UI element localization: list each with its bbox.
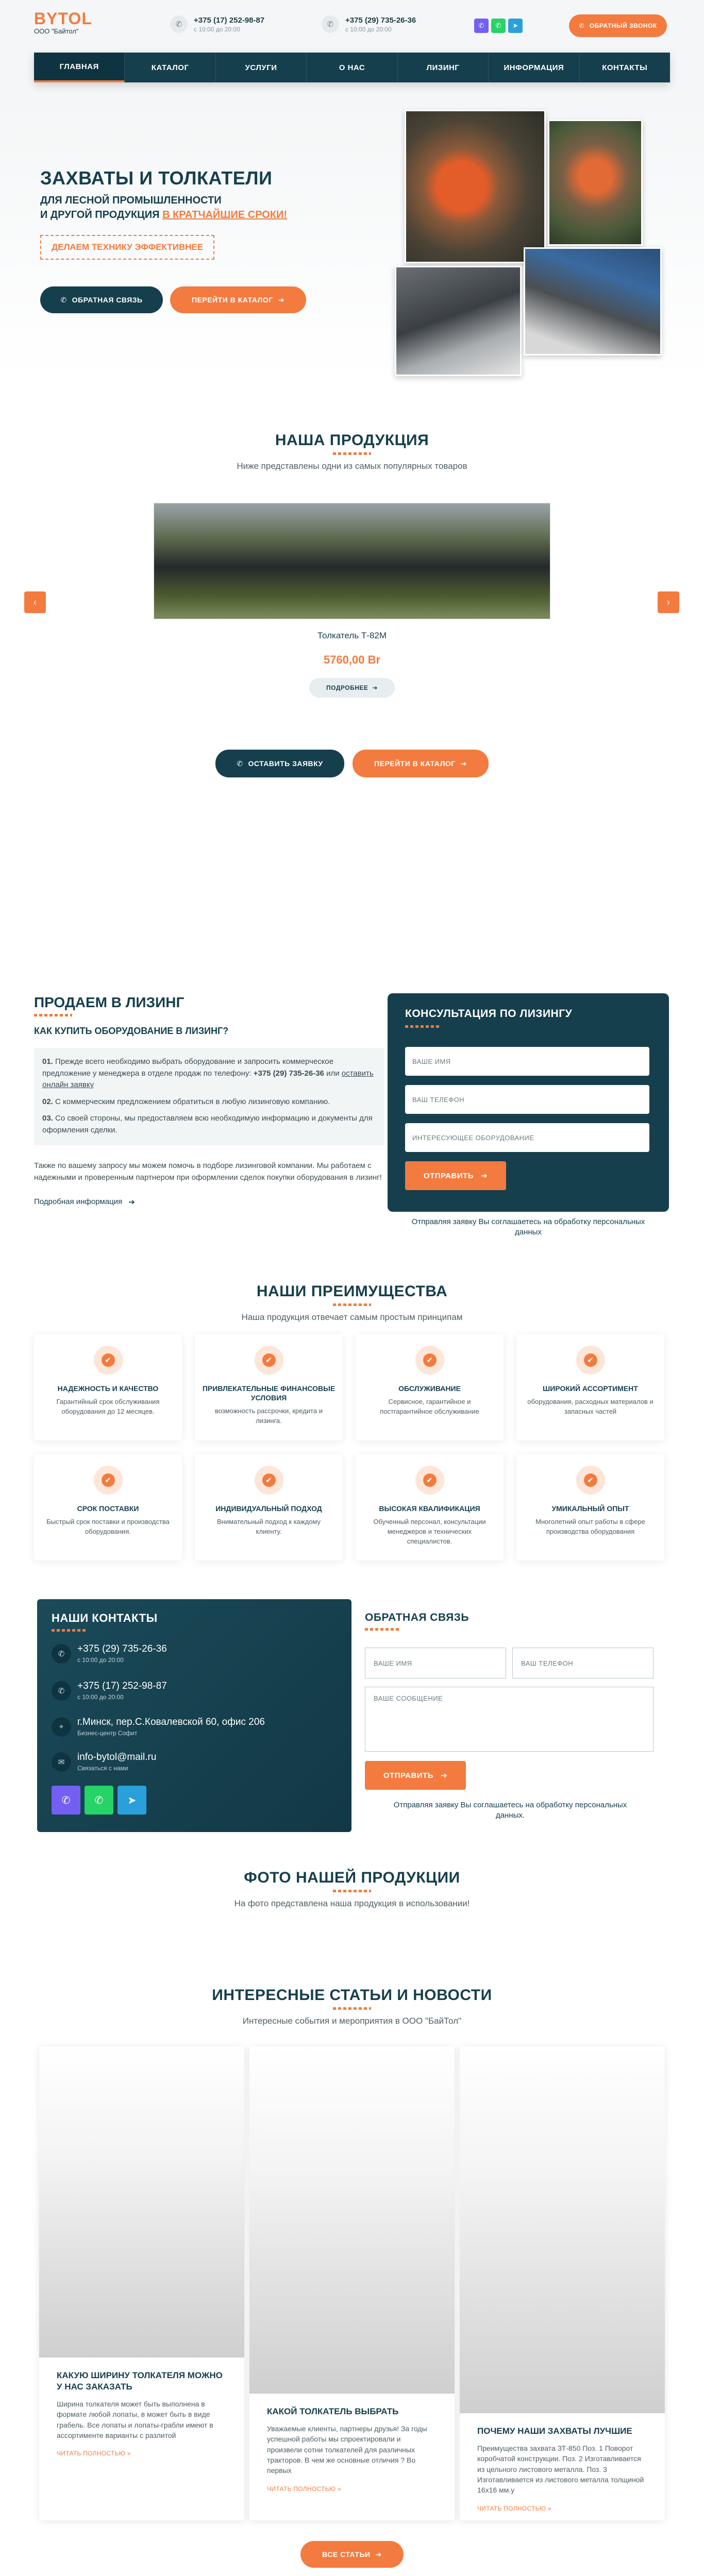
contact-email[interactable]: ✉ info-bytol@mail.ru Связаться с нами [52,1752,156,1772]
hero-photo-attachment [548,120,643,246]
news-read-more[interactable]: ЧИТАТЬ ПОЛНОСТЬЮ » [57,2450,131,2458]
news-heading [0,1987,704,2026]
products-title: НАША ПРОДУКЦИЯ [275,432,429,449]
nav-info[interactable]: ИНФОРМАЦИЯ [489,53,579,82]
news-title: ПОЧЕМУ НАШИ ЗАХВАТЫ ЛУЧШИЕ [477,2426,632,2436]
leasing-equipment-field[interactable]: ИНТЕРЕСУЮЩЕЕ ОБОРУДОВАНИЕ [405,1123,649,1152]
title-dots [34,1014,72,1016]
news-title: КАКУЮ ШИРИНУ ТОЛКАТЕЛЯ МОЖНО У НАС ЗАКАЗАТЬ [57,2370,223,2392]
hero-sub-line2: И ДРУГОЙ ПРОДУКЦИЯ [40,209,160,221]
callback-button[interactable] [569,14,667,37]
slider-prev-button[interactable]: ‹ [24,591,46,613]
nav-contacts[interactable]: КОНТАКТЫ [602,63,648,72]
arrow-right-icon: ➔ [128,1197,135,1207]
leasing-form [388,993,669,1212]
phone-icon: ✆ [322,15,339,33]
news-card[interactable] [39,2046,244,2520]
hero-contact-button[interactable] [40,286,163,313]
logo-text: BYTOL [34,9,92,28]
leasing-submit-button[interactable] [405,1161,506,1190]
messenger-links [474,19,523,33]
nav-home[interactable]: ГЛАВНАЯ [34,53,125,82]
check-icon: ✔ [584,1473,597,1487]
photos-subtitle: На фото представлена наша продукция в использовании! [234,1899,470,1908]
logo[interactable] [34,9,92,35]
title-dots [365,1628,401,1631]
product-price: 5760,00 Br [323,653,381,666]
arrow-right-icon: ➔ [481,1172,488,1180]
check-icon: ✔ [584,1353,597,1367]
title-dots [52,1629,88,1632]
title-dots [333,1303,371,1306]
main-nav [34,53,670,82]
contacts-title: НАШИ КОНТАКТЫ [52,1612,158,1624]
request-button[interactable] [215,750,344,777]
product-more-button[interactable] [309,678,395,698]
nav-services[interactable]: УСЛУГИ [216,53,307,82]
callback-label: ОБРАТНЫЙ ЗВОНОК [589,22,657,29]
all-articles-label: ВСЕ СТАТЬИ [322,2550,371,2558]
leasing-consent: Отправляя заявку Вы соглашаетесь на обработку персональных данных [411,1217,645,1236]
viber-icon[interactable]: ✆ [52,1786,80,1815]
advantage-card: ✔ СРОК ПОСТАВКИ Быстрый срок поставки и производства оборудования. [34,1454,182,1561]
news-subtitle: Интересные события и мероприятия в ООО "БайТол" [242,2016,462,2026]
arrow-right-icon: ➔ [372,684,378,691]
leasing-title: ПРОДАЕМ В ЛИЗИНГ [34,994,185,1010]
location-icon: ⌖ [52,1717,71,1737]
step-3: 03. Со своей стороны, мы предоставляем всю необходимую информацию и документы для оформления сделки. [42,1114,373,1134]
viber-icon[interactable]: ✆ [474,19,489,33]
nav-about[interactable]: О НАС [307,53,397,82]
news-excerpt: Уважаемые клиенты, партнеры друзья! За годы успешной работы мы спроектировали и произвели сотни толкателей для различных тракторов. В чем же основные отличия ? Во первых [267,2425,427,2475]
phone-icon: ✆ [237,759,243,768]
step-1: 01. Прежде всего необходимо выбрать оборудование и запросить коммерческое предложение у менеджера в отделе продаж по телефону: +375 (29) 735-26-36 или оставить онлайн заявку [42,1057,374,1089]
advantage-card: ✔ ШИРОКИЙ АССОРТИМЕНТ оборудования, расходных материалов и запасных частей [516,1334,664,1440]
phone-icon: ✆ [170,15,188,33]
header-phone-1[interactable] [170,15,264,33]
arrow-right-icon: ➔ [441,1771,448,1780]
news-excerpt: Ширина толкателя может быть выполнена в формате любой лопаты, в может быть в виде грабель. Все лопаты и лопаты-грабли имеют в ассортименте варианты с разлитой [57,2400,213,2440]
hero-contact-label: ОБРАТНАЯ СВЯЗЬ [72,296,143,304]
hero-sub-accent: В КРАТЧАЙШИЕ СРОКИ! [162,209,288,221]
title-dots [333,452,371,455]
news-image [39,2046,244,2358]
hero-slogan: ДЕЛАЕМ ТЕХНИКУ ЭФФЕКТИВНЕЕ [40,235,214,260]
header-phone-2[interactable] [322,15,416,33]
phone-icon: ✆ [52,1681,71,1701]
leasing-more-link[interactable] [34,1197,384,1207]
leasing-phone-field[interactable]: ВАШ ТЕЛЕФОН [405,1085,649,1114]
photos-title: ФОТО НАШЕЙ ПРОДУКЦИИ [244,1869,460,1886]
leasing-steps [34,1048,384,1145]
title-dots [333,2007,371,2010]
advantage-card: ✔ ВЫСОКАЯ КВАЛИФИКАЦИЯ Обученный персонал, консультации менеджеров и технических специалистов. [356,1454,504,1561]
products-section [0,432,704,471]
all-articles-button[interactable] [300,2541,404,2568]
advantages-subtitle: Наша продукция отвечает самым простым принципам [241,1312,463,1322]
news-title: ИНТЕРЕСНЫЕ СТАТЬИ И НОВОСТИ [212,1987,492,2004]
work-hours: с 10:00 до 20:00 [194,25,240,33]
site-header [0,0,704,93]
news-card[interactable] [249,2046,455,2520]
news-excerpt: Преимущества захвата ЗТ-850 Поз. 1 Поворот коробчатой конструкции. Поз. 2 Изготавливается из цельного листового металла. Поз. 3 Изготавливается из листового металла толщиной 16x16 мм.у [477,2444,644,2495]
check-icon: ✔ [423,1473,437,1487]
hero-photo-tractor [524,247,662,355]
news-read-more[interactable]: ЧИТАТЬ ПОЛНОСТЬЮ » [267,2485,341,2493]
work-hours: с 10:00 до 20:00 [345,25,392,33]
contact-phone-1[interactable]: ✆ +375 (29) 735-26-36 с 10:00 до 20:00 [52,1643,167,1664]
title-dots [405,1025,441,1028]
mail-icon: ✉ [52,1752,71,1772]
feedback-name-field[interactable]: ВАШЕ ИМЯ [365,1648,506,1679]
request-label: ОСТАВИТЬ ЗАЯВКУ [248,759,323,768]
phone-number: +375 (17) 252-98-87 [194,15,265,25]
news-read-more[interactable]: ЧИТАТЬ ПОЛНОСТЬЮ » [477,2504,551,2512]
hero-sub-line1: ДЛЯ ЛЕСНОЙ ПРОМЫШЛЕННОСТИ [40,195,222,206]
feedback-consent: Отправляя заявку Вы соглашаетесь на обработку персональных данных. [393,1801,627,1820]
step-2: 02. С коммерческим предложением обратиться в любую лизинговую компанию. [42,1097,330,1106]
company-name: ООО "Байтол" [34,27,79,35]
leasing-name-field[interactable]: ВАШЕ ИМЯ [405,1047,649,1076]
products-subtitle: Ниже представлены одни из самых популярных товаров [237,461,467,471]
submit-label: ОТПРАВИТЬ [423,1171,474,1180]
submit-label: ОТПРАВИТЬ [383,1771,434,1780]
advantages-title: НАШИ ПРЕИМУЩЕСТВА [256,1283,448,1300]
leasing-note: Также по вашему запросу мы можем помочь в подборе лизинговой компании. Мы работаем с надежными и проверенным партнером при оформлении сделок покупки оборудования в лизинг! [34,1161,382,1182]
feedback-phone-field[interactable]: ВАШ ТЕЛЕФОН [512,1648,653,1679]
news-card[interactable] [460,2046,665,2520]
arrow-right-icon: ➔ [375,2550,382,2558]
nav-catalog[interactable]: КАТАЛОГ [125,53,215,82]
check-icon: ✔ [102,1473,115,1487]
hero-catalog-label: ПЕРЕЙТИ В КАТАЛОГ [192,296,273,304]
news-image [249,2046,455,2394]
phone-icon: ✆ [52,1644,71,1664]
advantage-card: ✔ ОБСЛУЖИВАНИЕ Сервисное, гарантийное и постгарантийное обслуживание [356,1334,504,1440]
check-icon: ✔ [102,1353,115,1367]
phone-icon: ✆ [60,295,67,304]
photos-heading [0,1869,704,1909]
arrow-right-icon: ➔ [278,295,284,304]
feedback-title: ОБРАТНАЯ СВЯЗЬ [365,1612,469,1623]
catalog-button[interactable] [353,750,489,777]
feedback-message-field[interactable]: ВАШЕ СООБЩЕНИЕ [365,1687,653,1752]
phone-number: +375 (29) 735-26-36 [345,15,416,25]
telegram-icon[interactable]: ➤ [118,1786,146,1815]
news-image [460,2046,665,2413]
advantage-card: ✔ УМИКАЛЬНЫЙ ОПЫТ Многолетний опыт работы в сфере производства оборудования [516,1454,664,1561]
product-more-label: ПОДРОБНЕЕ [326,684,368,691]
nav-leasing[interactable]: ЛИЗИНГ [398,53,489,82]
title-dots [333,1890,371,1892]
phone-icon: ✆ [579,22,584,29]
contacts-card [37,1599,351,1832]
check-icon: ✔ [423,1353,437,1367]
messenger-links [52,1786,146,1815]
advantage-card: ✔ ПРИВЛЕКАТЕЛЬНЫЕ ФИНАНСОВЫЕ УСЛОВИЯ возможность рассрочки, кредита и лизинга. [195,1334,343,1440]
catalog-label: ПЕРЕЙТИ В КАТАЛОГ [374,759,456,768]
hero-photo-blade [395,266,522,376]
check-icon: ✔ [262,1473,276,1487]
telegram-icon[interactable]: ➤ [508,19,523,33]
check-icon: ✔ [262,1353,276,1367]
leasing-form-title: КОНСУЛЬТАЦИЯ ПО ЛИЗИНГУ [405,1008,573,1020]
leasing-info [34,994,384,1207]
product-image[interactable] [154,503,550,619]
advantage-card: ✔ НАДЕЖНОСТЬ И КАЧЕСТВО Гарантийный срок обслуживания оборудования до 12 месяцев. [34,1334,182,1440]
advantages-heading [0,1283,704,1323]
product-name: Толкатель Т-82М [317,631,387,640]
advantage-card: ✔ ИНДИВИДУАЛЬНЫЙ ПОДХОД Внимательный подход к каждому клиенту. [195,1454,343,1561]
hero-title: ЗАХВАТЫ И ТОЛКАТЕЛИ [40,167,273,189]
contact-phone-2[interactable]: ✆ +375 (17) 252-98-87 с 10:00 до 20:00 [52,1681,167,1701]
whatsapp-icon[interactable]: ✆ [491,19,506,33]
whatsapp-icon[interactable]: ✆ [85,1786,113,1815]
hero-subtitle [40,193,287,222]
online-request-link[interactable]: оставить онлайн заявку [42,1069,374,1089]
feedback-submit-button[interactable] [365,1761,466,1790]
arrow-right-icon: ➔ [460,759,467,768]
hero-section [0,93,704,381]
news-title: КАКОЙ ТОЛКАТЕЛЬ ВЫБРАТЬ [267,2406,399,2416]
hero-photo-grapple [405,110,546,263]
leasing-question: КАК КУПИТЬ ОБОРУДОВАНИЕ В ЛИЗИНГ? [34,1026,229,1036]
slider-next-button[interactable]: › [658,591,679,613]
hero-catalog-button[interactable] [170,286,306,313]
contact-address: ⌖ г.Минск, пер.С.Ковалевской 60, офис 206 Бизнес-центр Софит [52,1717,265,1737]
leasing-more-label: Подробная информация [34,1197,123,1206]
